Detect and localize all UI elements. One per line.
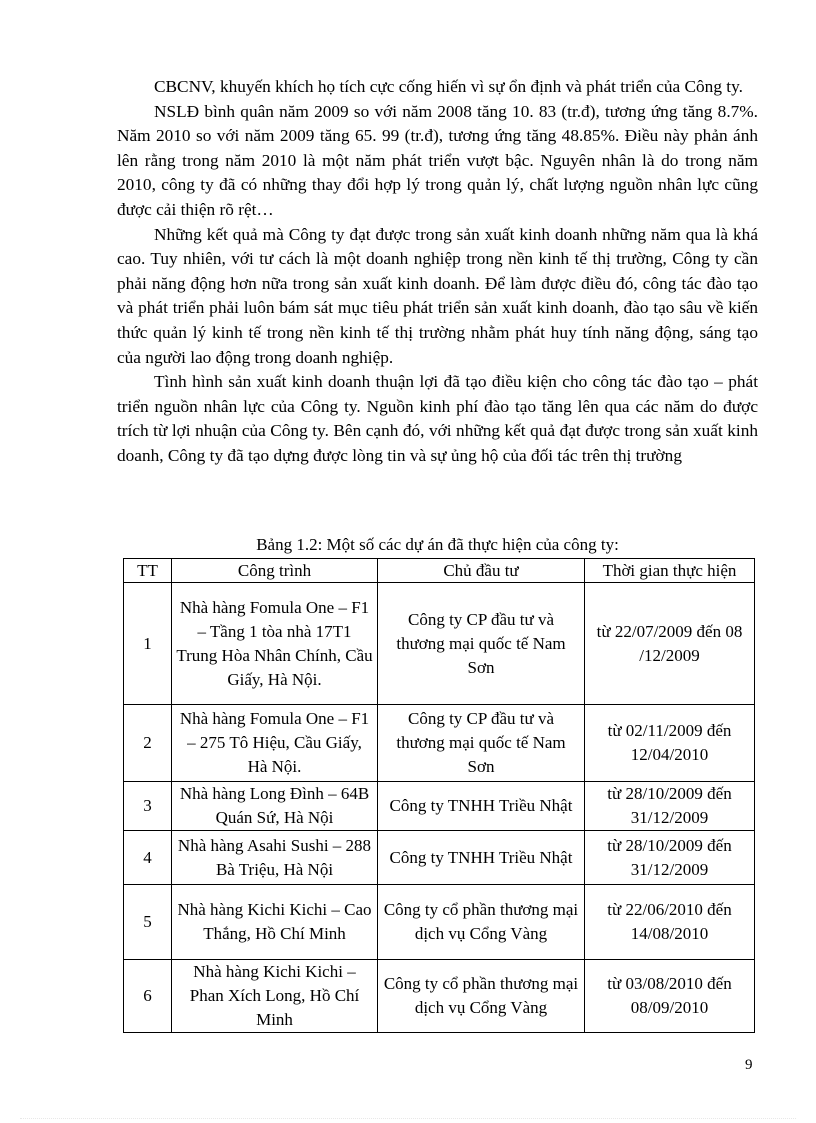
table-row — [124, 705, 755, 782]
table-header-row — [124, 559, 755, 583]
header-tt: TT — [124, 559, 172, 583]
cell-investor: Công ty TNHH Triều Nhật — [378, 831, 585, 885]
cell-tt: 1 — [124, 583, 172, 705]
body-text — [117, 75, 758, 469]
table-row — [124, 782, 755, 831]
cell-tt: 5 — [124, 885, 172, 960]
cell-period: từ 28/10/2009 đến 31/12/2009 — [585, 782, 755, 831]
cell-period: từ 02/11/2009 đến 12/04/2010 — [585, 705, 755, 782]
cell-tt: 4 — [124, 831, 172, 885]
table-row — [124, 583, 755, 705]
table-row — [124, 960, 755, 1033]
cell-project: Nhà hàng Kichi Kichi – Phan Xích Long, Hồ Chí Minh — [172, 960, 378, 1033]
paragraph-1: CBCNV, khuyến khích họ tích cực cống hiến vì sự ổn định và phát triển của Công ty. — [154, 77, 743, 96]
cell-period: từ 22/06/2010 đến 14/08/2010 — [585, 885, 755, 960]
table-row — [124, 885, 755, 960]
paragraph-3: Những kết quả mà Công ty đạt được trong sản xuất kinh doanh những năm qua là khá cao. Tuy nhiên, với tư cách là một doanh nghiệp trong nền kinh tế thị trường, Công ty cần phải năng động hơn nữa trong sản xuất kinh doanh. Để làm được điều đó, công tác đào tạo và phát triển phải luôn bám sát mục tiêu phát triển sản xuất kinh doanh, đào tạo sâu về kiến thức quản lý kinh tế trong nền kinh tế thị trường nhằm phát huy tính năng động, sáng tạo của người lao động trong doanh nghiệp. — [117, 224, 758, 367]
cell-project: Nhà hàng Fomula One – F1 – 275 Tô Hiệu, Cầu Giấy, Hà Nội. — [172, 705, 378, 782]
cell-investor: Công ty cổ phần thương mại dịch vụ Cổng Vàng — [378, 960, 585, 1033]
cell-tt: 6 — [124, 960, 172, 1033]
header-project: Công trình — [172, 559, 378, 583]
cell-project: Nhà hàng Fomula One – F1 – Tầng 1 tòa nhà 17T1 Trung Hòa Nhân Chính, Cầu Giấy, Hà Nội. — [172, 583, 378, 705]
page-bottom-divider — [20, 1118, 796, 1119]
cell-investor: Công ty CP đầu tư và thương mại quốc tế Nam Sơn — [378, 705, 585, 782]
table-row — [124, 831, 755, 885]
cell-period: từ 22/07/2009 đến 08 /12/2009 — [585, 583, 755, 705]
cell-tt: 2 — [124, 705, 172, 782]
header-investor: Chủ đầu tư — [378, 559, 585, 583]
table-caption: Bảng 1.2: Một số các dự án đã thực hiện của công ty: — [256, 535, 619, 554]
cell-period: từ 28/10/2009 đến 31/12/2009 — [585, 831, 755, 885]
header-period: Thời gian thực hiện — [585, 559, 755, 583]
cell-tt: 3 — [124, 782, 172, 831]
cell-project: Nhà hàng Long Đình – 64B Quán Sứ, Hà Nội — [172, 782, 378, 831]
cell-investor: Công ty CP đầu tư và thương mại quốc tế Nam Sơn — [378, 583, 585, 705]
page-number: 9 — [745, 1057, 753, 1073]
cell-investor: Công ty TNHH Triều Nhật — [378, 782, 585, 831]
cell-project: Nhà hàng Kichi Kichi – Cao Thắng, Hồ Chí Minh — [172, 885, 378, 960]
cell-project: Nhà hàng Asahi Sushi – 288 Bà Triệu, Hà Nội — [172, 831, 378, 885]
paragraph-4: Tình hình sản xuất kinh doanh thuận lợi đã tạo điều kiện cho công tác đào tạo – phát triển nguồn nhân lực của Công ty. Nguồn kinh phí đào tạo tăng lên qua các năm do được trích từ lợi nhuận của Công ty. Bên cạnh đó, với những kết quả đạt được trong sản xuất kinh doanh, Công ty đã tạo dựng được lòng tin và sự ủng hộ của đối tác trên thị trường — [117, 372, 758, 465]
projects-table — [123, 558, 755, 1033]
cell-period: từ 03/08/2010 đến 08/09/2010 — [585, 960, 755, 1033]
paragraph-2: NSLĐ bình quân năm 2009 so với năm 2008 tăng 10. 83 (tr.đ), tương ứng tăng 8.7%. Năm 2010 so với năm 2009 tăng 65. 99 (tr.đ), tương ứng tăng 48.85%. Điều này phản ánh lên rằng trong năm 2010 là một năm phát triển vượt bậc. Nguyên nhân là do trong năm 2010, công ty đã có những thay đổi hợp lý trong quản lý, chất lượng nguồn nhân lực cũng được cải thiện rõ rệt… — [117, 101, 758, 219]
cell-investor: Công ty cổ phần thương mại dịch vụ Cổng Vàng — [378, 885, 585, 960]
